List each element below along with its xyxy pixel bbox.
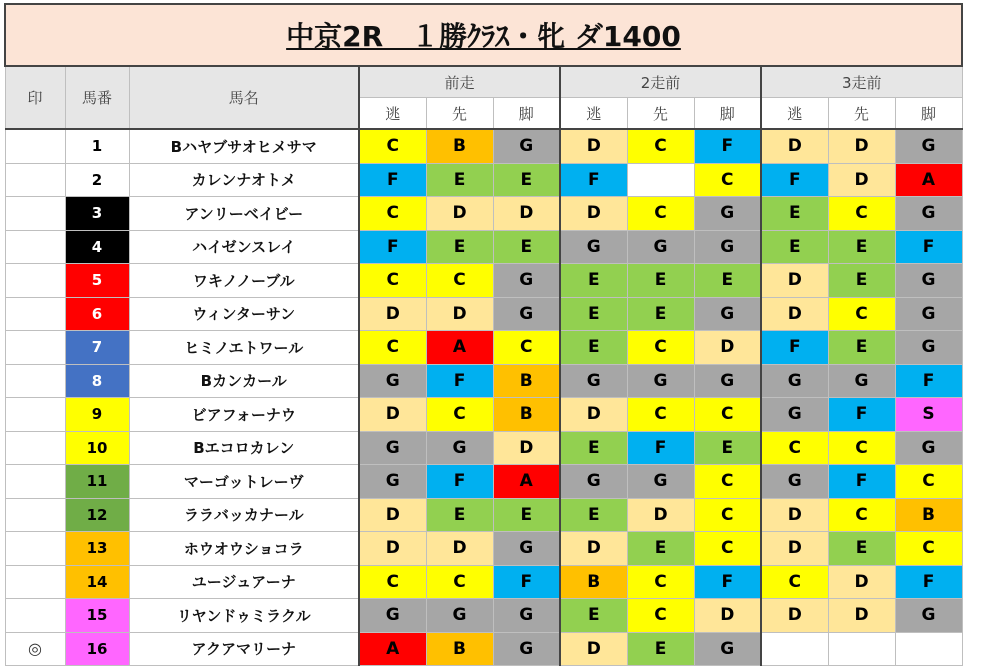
grade-cell: C xyxy=(694,532,761,566)
grade-cell: E xyxy=(493,230,560,264)
sub-header-lead: 先 xyxy=(828,98,895,130)
grade-cell: C xyxy=(426,398,493,432)
grade-cell: G xyxy=(493,599,560,633)
horse-row xyxy=(5,129,962,163)
grade-cell: F xyxy=(761,163,828,197)
grade-cell: E xyxy=(560,599,627,633)
grade-cell: E xyxy=(426,230,493,264)
grade-cell: G xyxy=(493,532,560,566)
grade-cell: E xyxy=(627,297,694,331)
grade-cell: C xyxy=(627,129,694,163)
grade-cell: B xyxy=(560,565,627,599)
horse-row xyxy=(5,632,962,666)
horse-row xyxy=(5,565,962,599)
horse-row xyxy=(5,465,962,499)
grade-cell: D xyxy=(761,498,828,532)
grade-cell: D xyxy=(761,264,828,298)
grade-cell: D xyxy=(426,532,493,566)
horse-number: 3 xyxy=(65,197,129,231)
grade-cell: C xyxy=(895,465,962,499)
horse-number: 12 xyxy=(65,498,129,532)
grade-cell: D xyxy=(493,431,560,465)
grade-cell: G xyxy=(627,465,694,499)
grade-cell: B xyxy=(493,398,560,432)
sub-header-closing: 脚 xyxy=(694,98,761,130)
horse-number: 2 xyxy=(65,163,129,197)
grade-cell: S xyxy=(895,398,962,432)
horse-number: 10 xyxy=(65,431,129,465)
grade-cell: E xyxy=(694,431,761,465)
grade-cell: G xyxy=(560,230,627,264)
grade-cell: E xyxy=(627,632,694,666)
grade-cell: C xyxy=(828,197,895,231)
grade-cell: D xyxy=(761,599,828,633)
mark-cell xyxy=(5,431,65,465)
grade-cell: E xyxy=(426,163,493,197)
horse-name: ウィンターサン xyxy=(129,297,359,331)
grade-cell: C xyxy=(627,599,694,633)
mark-cell xyxy=(5,599,65,633)
grade-cell: A xyxy=(493,465,560,499)
mark-cell xyxy=(5,230,65,264)
grade-cell: D xyxy=(828,565,895,599)
grade-cell: E xyxy=(828,264,895,298)
grade-cell: F xyxy=(828,465,895,499)
grade-cell: G xyxy=(895,297,962,331)
grade-cell: C xyxy=(761,431,828,465)
header-race-2: 2走前 xyxy=(560,66,761,98)
grade-cell: G xyxy=(694,230,761,264)
grade-cell: C xyxy=(761,565,828,599)
grade-cell: F xyxy=(895,230,962,264)
grade-cell: D xyxy=(426,197,493,231)
grade-cell: G xyxy=(761,398,828,432)
grade-cell xyxy=(895,632,962,666)
grade-cell: C xyxy=(694,465,761,499)
grade-cell: D xyxy=(761,532,828,566)
horse-row xyxy=(5,331,962,365)
grade-cell: E xyxy=(627,264,694,298)
grade-cell: G xyxy=(895,599,962,633)
horse-number: 13 xyxy=(65,532,129,566)
grade-cell: G xyxy=(493,129,560,163)
grade-cell: G xyxy=(895,431,962,465)
grade-cell: E xyxy=(828,230,895,264)
horse-name: ララバッカナール xyxy=(129,498,359,532)
mark-cell: ◎ xyxy=(5,632,65,666)
grade-cell: G xyxy=(493,632,560,666)
grade-cell: C xyxy=(627,331,694,365)
sub-header-escape: 逃 xyxy=(359,98,426,130)
grade-cell: G xyxy=(493,297,560,331)
grade-cell: F xyxy=(694,565,761,599)
race-sheet xyxy=(4,3,963,666)
header-number: 馬番 xyxy=(65,66,129,129)
grade-cell: F xyxy=(359,163,426,197)
mark-cell xyxy=(5,129,65,163)
grade-cell: A xyxy=(426,331,493,365)
grade-cell: E xyxy=(560,297,627,331)
sub-header-lead: 先 xyxy=(426,98,493,130)
horse-number: 11 xyxy=(65,465,129,499)
mark-cell xyxy=(5,465,65,499)
grade-cell: B xyxy=(895,498,962,532)
grade-cell: D xyxy=(560,197,627,231)
grade-cell: E xyxy=(694,264,761,298)
grade-cell: G xyxy=(359,465,426,499)
header-mark: 印 xyxy=(5,66,65,129)
grade-cell: D xyxy=(828,163,895,197)
grade-cell: F xyxy=(560,163,627,197)
horse-row xyxy=(5,364,962,398)
grade-cell: E xyxy=(828,532,895,566)
grade-cell: G xyxy=(895,197,962,231)
grade-cell: C xyxy=(627,197,694,231)
grade-cell: D xyxy=(493,197,560,231)
grade-cell: F xyxy=(426,465,493,499)
grade-cell: C xyxy=(359,331,426,365)
grade-cell: E xyxy=(627,532,694,566)
grade-cell: B xyxy=(426,129,493,163)
grade-cell: G xyxy=(426,431,493,465)
grade-cell: E xyxy=(493,163,560,197)
grade-cell: E xyxy=(560,264,627,298)
grade-cell: G xyxy=(627,364,694,398)
horse-number: 15 xyxy=(65,599,129,633)
horse-row xyxy=(5,532,962,566)
horse-number: 1 xyxy=(65,129,129,163)
horse-number: 6 xyxy=(65,297,129,331)
horse-number: 5 xyxy=(65,264,129,298)
grade-cell: C xyxy=(895,532,962,566)
mark-cell xyxy=(5,565,65,599)
horse-number: 4 xyxy=(65,230,129,264)
horse-number: 16 xyxy=(65,632,129,666)
grade-cell: F xyxy=(493,565,560,599)
grade-cell: C xyxy=(627,398,694,432)
mark-cell xyxy=(5,331,65,365)
horse-row xyxy=(5,230,962,264)
sub-header-closing: 脚 xyxy=(895,98,962,130)
title-text: 中京2R １勝ｸﾗｽ・牝 ダ1400 xyxy=(286,20,681,53)
grade-cell: D xyxy=(828,599,895,633)
grade-cell: E xyxy=(426,498,493,532)
sub-header-escape: 逃 xyxy=(761,98,828,130)
grade-cell: D xyxy=(359,398,426,432)
grade-cell: D xyxy=(761,297,828,331)
horse-name: ワキノノーブル xyxy=(129,264,359,298)
grade-cell: B xyxy=(426,632,493,666)
grade-cell: C xyxy=(359,197,426,231)
grade-cell: C xyxy=(828,297,895,331)
horse-row xyxy=(5,431,962,465)
grade-cell xyxy=(627,163,694,197)
horse-grade-table xyxy=(4,3,963,666)
grade-cell: D xyxy=(359,498,426,532)
grade-cell: F xyxy=(426,364,493,398)
grade-cell: C xyxy=(359,565,426,599)
grade-cell: G xyxy=(895,264,962,298)
grade-cell: G xyxy=(828,364,895,398)
header-race-1: 前走 xyxy=(359,66,560,98)
mark-cell xyxy=(5,532,65,566)
grade-cell: G xyxy=(694,632,761,666)
horse-row xyxy=(5,163,962,197)
grade-cell: D xyxy=(359,532,426,566)
horse-name: ビアフォーナウ xyxy=(129,398,359,432)
grade-cell: G xyxy=(694,364,761,398)
grade-cell: D xyxy=(627,498,694,532)
horse-name: アクアマリーナ xyxy=(129,632,359,666)
grade-cell: A xyxy=(359,632,426,666)
grade-cell: F xyxy=(627,431,694,465)
sub-header-lead: 先 xyxy=(627,98,694,130)
header-name: 馬名 xyxy=(129,66,359,129)
grade-cell: G xyxy=(493,264,560,298)
sub-header-escape: 逃 xyxy=(560,98,627,130)
horse-name: Bエコロカレン xyxy=(129,431,359,465)
grade-cell: C xyxy=(426,264,493,298)
grade-cell xyxy=(828,632,895,666)
horse-name: マーゴットレーヴ xyxy=(129,465,359,499)
grade-cell: E xyxy=(761,197,828,231)
horse-name: ホウオウショコラ xyxy=(129,532,359,566)
horse-row xyxy=(5,197,962,231)
grade-cell: G xyxy=(426,599,493,633)
grade-cell: G xyxy=(359,364,426,398)
horse-row xyxy=(5,297,962,331)
grade-cell: G xyxy=(627,230,694,264)
grade-cell: G xyxy=(694,297,761,331)
grade-cell: D xyxy=(560,129,627,163)
grade-cell: F xyxy=(828,398,895,432)
grade-cell: G xyxy=(560,465,627,499)
grade-cell: D xyxy=(694,599,761,633)
grade-cell: D xyxy=(828,129,895,163)
grade-cell: B xyxy=(493,364,560,398)
grade-cell: G xyxy=(761,364,828,398)
horse-row xyxy=(5,398,962,432)
grade-cell: F xyxy=(895,364,962,398)
grade-cell: C xyxy=(694,398,761,432)
mark-cell xyxy=(5,163,65,197)
grade-cell: F xyxy=(895,565,962,599)
grade-cell: F xyxy=(359,230,426,264)
grade-cell: F xyxy=(761,331,828,365)
grade-cell: C xyxy=(694,163,761,197)
horse-name: ヒミノエトワール xyxy=(129,331,359,365)
grade-cell: F xyxy=(694,129,761,163)
grade-cell: D xyxy=(560,532,627,566)
grade-cell: D xyxy=(359,297,426,331)
mark-cell xyxy=(5,398,65,432)
grade-cell: D xyxy=(560,398,627,432)
grade-cell: D xyxy=(694,331,761,365)
grade-cell: G xyxy=(694,197,761,231)
horse-row xyxy=(5,599,962,633)
grade-cell: C xyxy=(828,498,895,532)
horse-name: ハイゼンスレイ xyxy=(129,230,359,264)
horse-row xyxy=(5,498,962,532)
grade-cell: G xyxy=(761,465,828,499)
horse-name: Bカンカール xyxy=(129,364,359,398)
grade-cell: G xyxy=(560,364,627,398)
grade-cell: E xyxy=(560,431,627,465)
grade-cell: E xyxy=(761,230,828,264)
mark-cell xyxy=(5,264,65,298)
grade-cell: D xyxy=(560,632,627,666)
grade-cell xyxy=(761,632,828,666)
horse-row xyxy=(5,264,962,298)
mark-cell xyxy=(5,498,65,532)
grade-cell: C xyxy=(359,264,426,298)
sheet-title xyxy=(5,4,962,66)
grade-cell: E xyxy=(493,498,560,532)
horse-name: Bハヤブサオヒメサマ xyxy=(129,129,359,163)
mark-cell xyxy=(5,197,65,231)
grade-cell: C xyxy=(493,331,560,365)
horse-name: ユージュアーナ xyxy=(129,565,359,599)
horse-number: 14 xyxy=(65,565,129,599)
grade-cell: C xyxy=(694,498,761,532)
horse-name: アンリーベイビー xyxy=(129,197,359,231)
grade-cell: G xyxy=(895,129,962,163)
header-race-3: 3走前 xyxy=(761,66,962,98)
grade-cell: E xyxy=(828,331,895,365)
mark-cell xyxy=(5,364,65,398)
grade-cell: E xyxy=(560,331,627,365)
horse-number: 9 xyxy=(65,398,129,432)
grade-cell: D xyxy=(761,129,828,163)
grade-cell: D xyxy=(426,297,493,331)
mark-cell xyxy=(5,297,65,331)
horse-name: カレンナオトメ xyxy=(129,163,359,197)
grade-cell: G xyxy=(359,431,426,465)
grade-cell: E xyxy=(560,498,627,532)
grade-cell: C xyxy=(828,431,895,465)
grade-cell: C xyxy=(359,129,426,163)
horse-name: リヤンドゥミラクル xyxy=(129,599,359,633)
horse-number: 8 xyxy=(65,364,129,398)
grade-cell: C xyxy=(627,565,694,599)
grade-cell: G xyxy=(895,331,962,365)
sub-header-closing: 脚 xyxy=(493,98,560,130)
horse-number: 7 xyxy=(65,331,129,365)
grade-cell: A xyxy=(895,163,962,197)
grade-cell: G xyxy=(359,599,426,633)
grade-cell: C xyxy=(426,565,493,599)
